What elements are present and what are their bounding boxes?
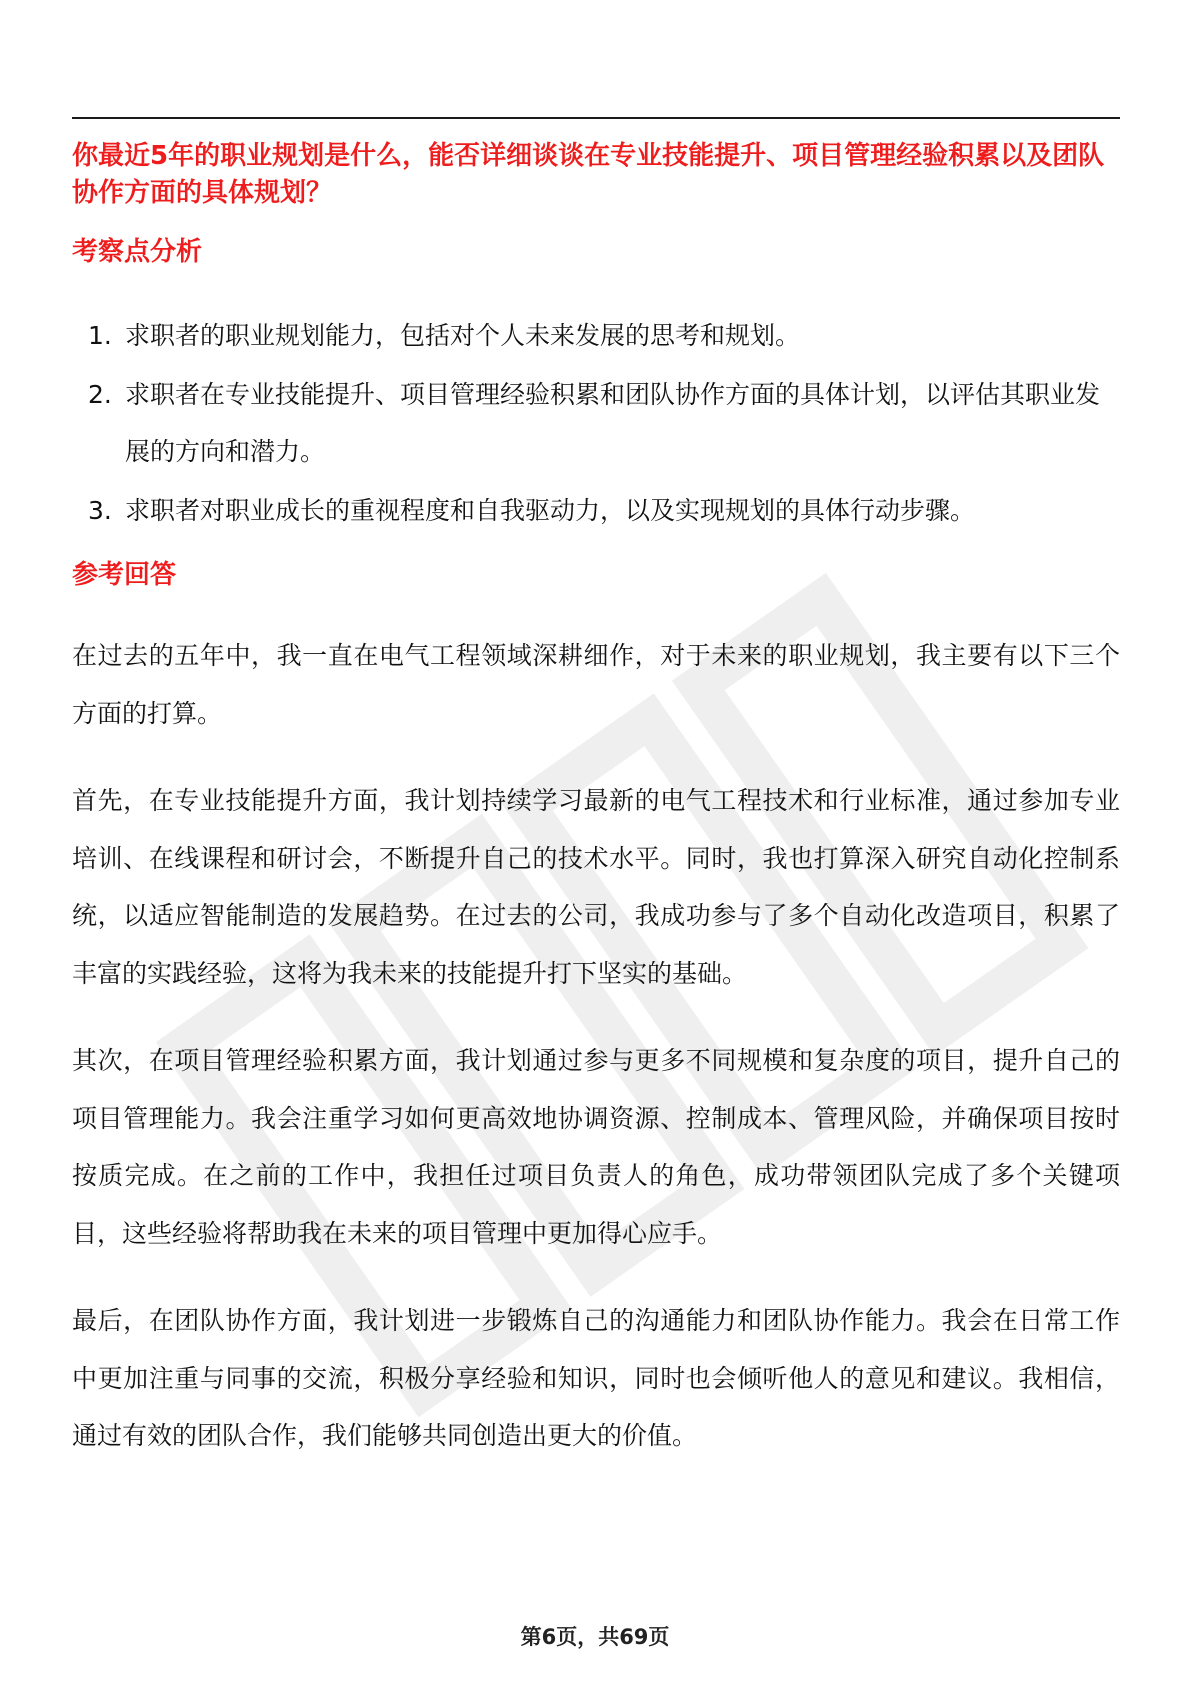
answer-heading: 参考回答	[72, 560, 177, 590]
analysis-point	[72, 482, 1120, 539]
analysis-points-list	[72, 307, 1120, 541]
page-number-footer: 第6页，共69页	[520, 1625, 670, 1649]
answer-body	[72, 627, 1120, 1495]
interview-question: 你最近5年的职业规划是什么，能否详细谈谈在专业技能提升、项目管理经验积累以及团队协作方面的具体规划？	[72, 141, 1105, 208]
point-number: 1.	[88, 321, 112, 350]
answer-paragraph: 在过去的五年中，我一直在电气工程领域深耕细作，对于未来的职业规划，我主要有以下三个方面的打算。	[72, 641, 1120, 728]
analysis-point	[72, 366, 1120, 480]
analysis-point	[72, 307, 1120, 364]
answer-paragraph: 最后，在团队协作方面，我计划进一步锻炼自己的沟通能力和团队协作能力。我会在日常工作中更加注重与同事的交流，积极分享经验和知识，同时也会倾听他人的意见和建议。我相信，通过有效的团队合作，我们能够共同创造出更大的价值。	[72, 1306, 1120, 1450]
point-text: 求职者的职业规划能力，包括对个人未来发展的思考和规划。	[125, 321, 801, 350]
answer-paragraph: 其次，在项目管理经验积累方面，我计划通过参与更多不同规模和复杂度的项目，提升自己的项目管理能力。我会注重学习如何更高效地协调资源、控制成本、管理风险，并确保项目按时按质完成。在之前的工作中，我担任过项目负责人的角色，成功带领团队完成了多个关键项目，这些经验将帮助我在未来的项目管理中更加得心应手。	[72, 1046, 1120, 1248]
answer-paragraph: 首先，在专业技能提升方面，我计划持续学习最新的电气工程技术和行业标准，通过参加专业培训、在线课程和研讨会，不断提升自己的技术水平。同时，我也打算深入研究自动化控制系统，以适应智能制造的发展趋势。在过去的公司，我成功参与了多个自动化改造项目，积累了丰富的实践经验，这将为我未来的技能提升打下坚实的基础。	[72, 786, 1120, 988]
point-text: 求职者对职业成长的重视程度和自我驱动力，以及实现规划的具体行动步骤。	[125, 496, 976, 525]
top-divider	[72, 117, 1120, 119]
analysis-heading: 考察点分析	[72, 237, 203, 267]
point-number: 2.	[88, 380, 112, 409]
point-number: 3.	[88, 496, 112, 525]
point-text: 求职者在专业技能提升、项目管理经验积累和团队协作方面的具体计划，以评估其职业发展的方向和潜力。	[125, 380, 1101, 466]
